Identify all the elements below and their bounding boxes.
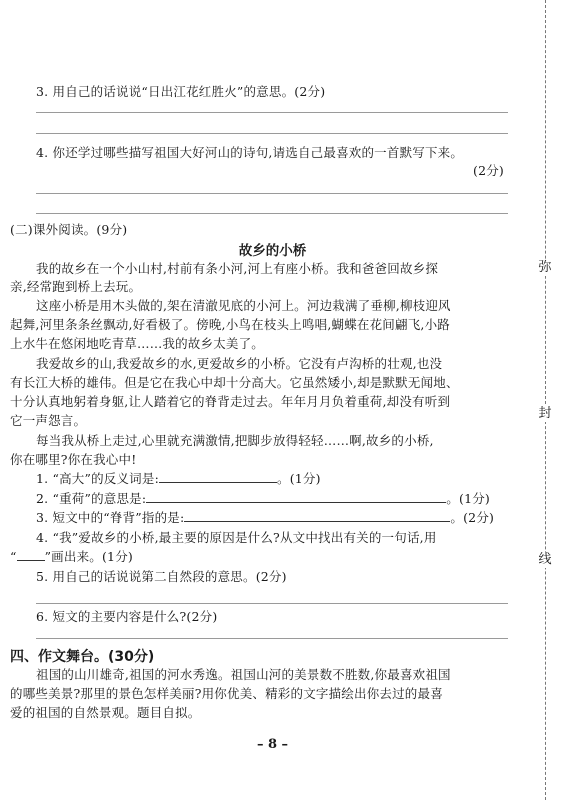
binding-dashed-line — [545, 0, 546, 800]
answer-line[interactable] — [36, 603, 508, 604]
fill-blank[interactable] — [184, 510, 450, 522]
answer-line[interactable] — [36, 112, 508, 113]
passage-question-4: 4. “我”爱故乡的小桥,最主要的原因是什么?从文中找出有关的一句话,用 — [36, 530, 437, 545]
composition-prompt-line: 祖国的山川雄奇,祖国的河水秀逸。祖国山河的美景数不胜数,你最喜欢祖国 — [36, 667, 451, 682]
passage-line: 它一声怨言。 — [10, 413, 87, 428]
passage-question-5: 5. 用自己的话说说第二自然段的意思。(2分) — [36, 569, 287, 584]
passage-line: 我的故乡在一个小山村,村前有条小河,河上有座小桥。我和爸爸回故乡探 — [36, 261, 439, 276]
passage-question-6: 6. 短文的主要内容是什么?(2分) — [36, 609, 218, 624]
passage-line: 十分认真地躬着身躯,让人踏着它的脊背走过去。年年月月负着重荷,却没有听到 — [10, 394, 451, 409]
passage-question-4-cont: “ ”画出来。(1分) — [10, 549, 133, 564]
fill-blank[interactable] — [146, 491, 446, 503]
question-3: 3. 用自己的话说说“日出江花红胜火”的意思。(2分) — [36, 84, 326, 99]
page-number: – 8 – — [256, 737, 289, 752]
passage-title: 故乡的小桥 — [238, 243, 307, 259]
passage-line: 你在哪里?你在我心中! — [10, 452, 137, 467]
section-heading-composition: 四、作文舞台。(30分) — [10, 649, 155, 665]
answer-line[interactable] — [36, 638, 508, 639]
passage-line: 有长江大桥的雄伟。但是它在我心中却十分高大。它虽然矮小,却是默默无闻地、 — [10, 375, 459, 390]
binding-char: 封 — [535, 406, 555, 422]
passage-line: 我爱故乡的山,我爱故乡的水,更爱故乡的小桥。它没有卢沟桥的壮观,也没 — [36, 356, 443, 371]
answer-line[interactable] — [36, 213, 508, 214]
passage-line: 每当我从桥上走过,心里就充满激情,把脚步放得轻轻……啊,故乡的小桥, — [36, 433, 434, 448]
passage-question-3: 3. 短文中的“脊背”指的是: 。(2分) — [36, 510, 495, 525]
question-4-score: (2分) — [473, 163, 505, 178]
binding-char: 弥 — [535, 260, 555, 276]
binding-char: 线 — [535, 552, 555, 568]
section-heading-extracurricular: (二)课外阅读。(9分) — [10, 222, 128, 237]
answer-line[interactable] — [36, 193, 508, 194]
passage-question-1: 1. “高大”的反义词是: 。(1分) — [36, 471, 321, 486]
passage-line: 亲,经常跑到桥上去玩。 — [10, 279, 142, 294]
composition-prompt-line: 爱的祖国的自然景观。题目自拟。 — [10, 705, 201, 720]
fill-blank[interactable] — [159, 471, 277, 483]
passage-question-2: 2. “重荷”的意思是: 。(1分) — [36, 491, 491, 506]
passage-line: 起舞,河里条条丝飘动,好看极了。傍晚,小鸟在枝头上鸣唱,蝴蝶在花间翩飞,小路 — [10, 317, 450, 332]
passage-line: 上水牛在悠闲地吃青草……我的故乡太美了。 — [10, 336, 265, 351]
passage-line: 这座小桥是用木头做的,架在清澈见底的小河上。河边栽满了垂柳,柳枝迎风 — [36, 298, 451, 313]
answer-line[interactable] — [36, 133, 508, 134]
fill-blank[interactable] — [17, 549, 45, 561]
composition-prompt-line: 的哪些美景?那里的景色怎样美丽?用你优美、精彩的文字描绘出你去过的最喜 — [10, 686, 443, 701]
question-4: 4. 你还学过哪些描写祖国大好河山的诗句,请选自己最喜欢的一首默写下来。 — [36, 145, 464, 160]
